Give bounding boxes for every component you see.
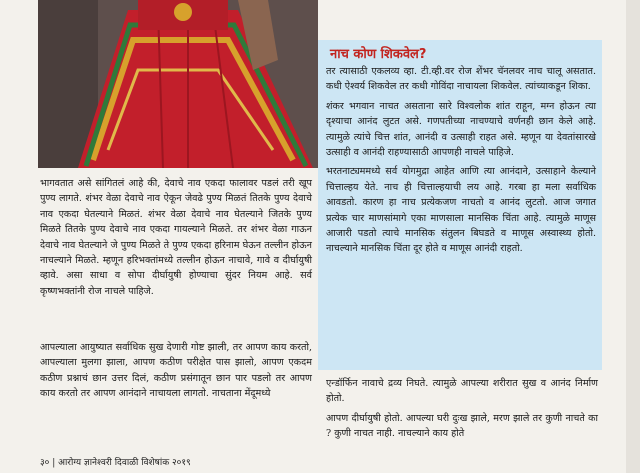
left-paragraph-1: भागवतात असे सांगितलं आहे की, देवाचे नाव एकदा फालावर पडलं तरी खूप पुण्य लागते. शंभर वेळा देवाचे नाव ऐकून जेवढे पुण्य मिळतं तितके पुण्य देवाचे नाव एकदा घेतल्याने मिळतं. शंभर वेळा देवाचे नाव घेतल्याने जितके पुण्य मिळते तितके पुण्य देवाचे नाव एकदा गायल्याने मिळते. तर शंभर वेळा गाऊन देवाचे नाव घेतल्याने जे पुण्य मिळते ते पुण्य एकदा हरिनाम घेऊन तल्लीन होऊन नाचल्याने मिळते. म्हणून हरिभक्तांमध्ये तल्लीन होऊन नाचावे, गावे व दीर्घायुषी व्हावे. असा साधा व सोपा दीर्घायुषी होण्याचा सुंदर नियम आहे. सर्व कृष्णभक्तांनी रोज नाचले पाहिजे. [40,178,312,297]
box-paragraph-2: शंकर भगवान नाचत असताना सारे विश्वलोक शांत राहून, मग्न होऊन त्या दृश्याचा आनंद लुटत असे. गणपतीच्या नाचण्याचे वर्णनही छान केले आहे. त्यामुळे त्यांचे चित्त शांत, आनंदी व उत्साही राहत असे. म्हणून या देवतांसारखे उत्साही व आनंदी राहण्यासाठी आपणही नाचले पाहिजे. [326,100,596,159]
dancer-photo [38,0,318,168]
dancer-illustration [38,0,318,168]
left-paragraph-2: आपल्याला आयुष्यात सर्वाधिक सुख देणारी गोष्ट झाली, तर आपण काय करतो, आपल्याला मुलगा झाला, आपण कठीण परीक्षेत पास झालो, आपण एकदम कठीण प्रश्नाचं छान उत्तर दिलं, कठीण प्रसंगातून छान पार पडलो तर आपण काय करतो तर आपण आनंदाने नाचायला लागतो. नाचताना मेंदूमध्ये [40,342,312,400]
left-column [40,176,312,299]
box-paragraph-3: भरतनाट्यममध्ये सर्व योगमुद्रा आहेत आणि त्या आनंदाने, उत्साहाने केल्याने चित्ताल्हय येते. नाच ही चित्ताल्हयाची लय आहे. गरबा हा मला सर्वाधिक आवडतो. कारण हा नाच प्रत्येकजण नाचतो व आनंद लुटतो. आज जगात प्रत्येक चार माणसांमागे एका माणसाला मानसिक चिंता आहे. त्यामुळे माणूस आजारी पडतो त्याचे मानसिक संतुलन बिघडते व माणूस अस्वास्थ्य होतो. नाचल्याने मानसिक चिंता दूर होते व माणूस आनंदी राहतो. [326,166,596,255]
right-column [326,376,598,442]
box-paragraph-1: तर त्यासाठी एकलव्य व्हा. टी.व्ही.वर रोज शेंभर चॅनलवर नाच चालू असतात. कधी ऐश्वर्य शिकवेल तर कधी गोविंदा नाचायला शिकवेल. त्यांच्याकडून शिका. [326,66,596,93]
dancer-ornament [174,3,192,21]
page-footer: ३० | आरोग्य ज्ञानेश्वरी दिवाळी विशेषांक २०१९ [40,458,191,468]
box-body [326,64,596,257]
right-paragraph-2: आपण दीर्घायुषी होतो. आपल्या घरी दुःख झाले, मरण झाले तर कुणी नाचते का ? कुणी नाचत नाही. नाचल्याने काय होते [326,412,598,440]
left-column-lower [40,340,312,402]
page-edge [626,0,640,473]
box-title: नाच कोण शिकवेल? [330,47,427,62]
right-paragraph-1: एन्डॉर्फिन नावाचे द्रव्य निघते. त्यामुळे आपल्या शरीरात सुख व आनंद निर्माण होतो. [326,378,598,405]
